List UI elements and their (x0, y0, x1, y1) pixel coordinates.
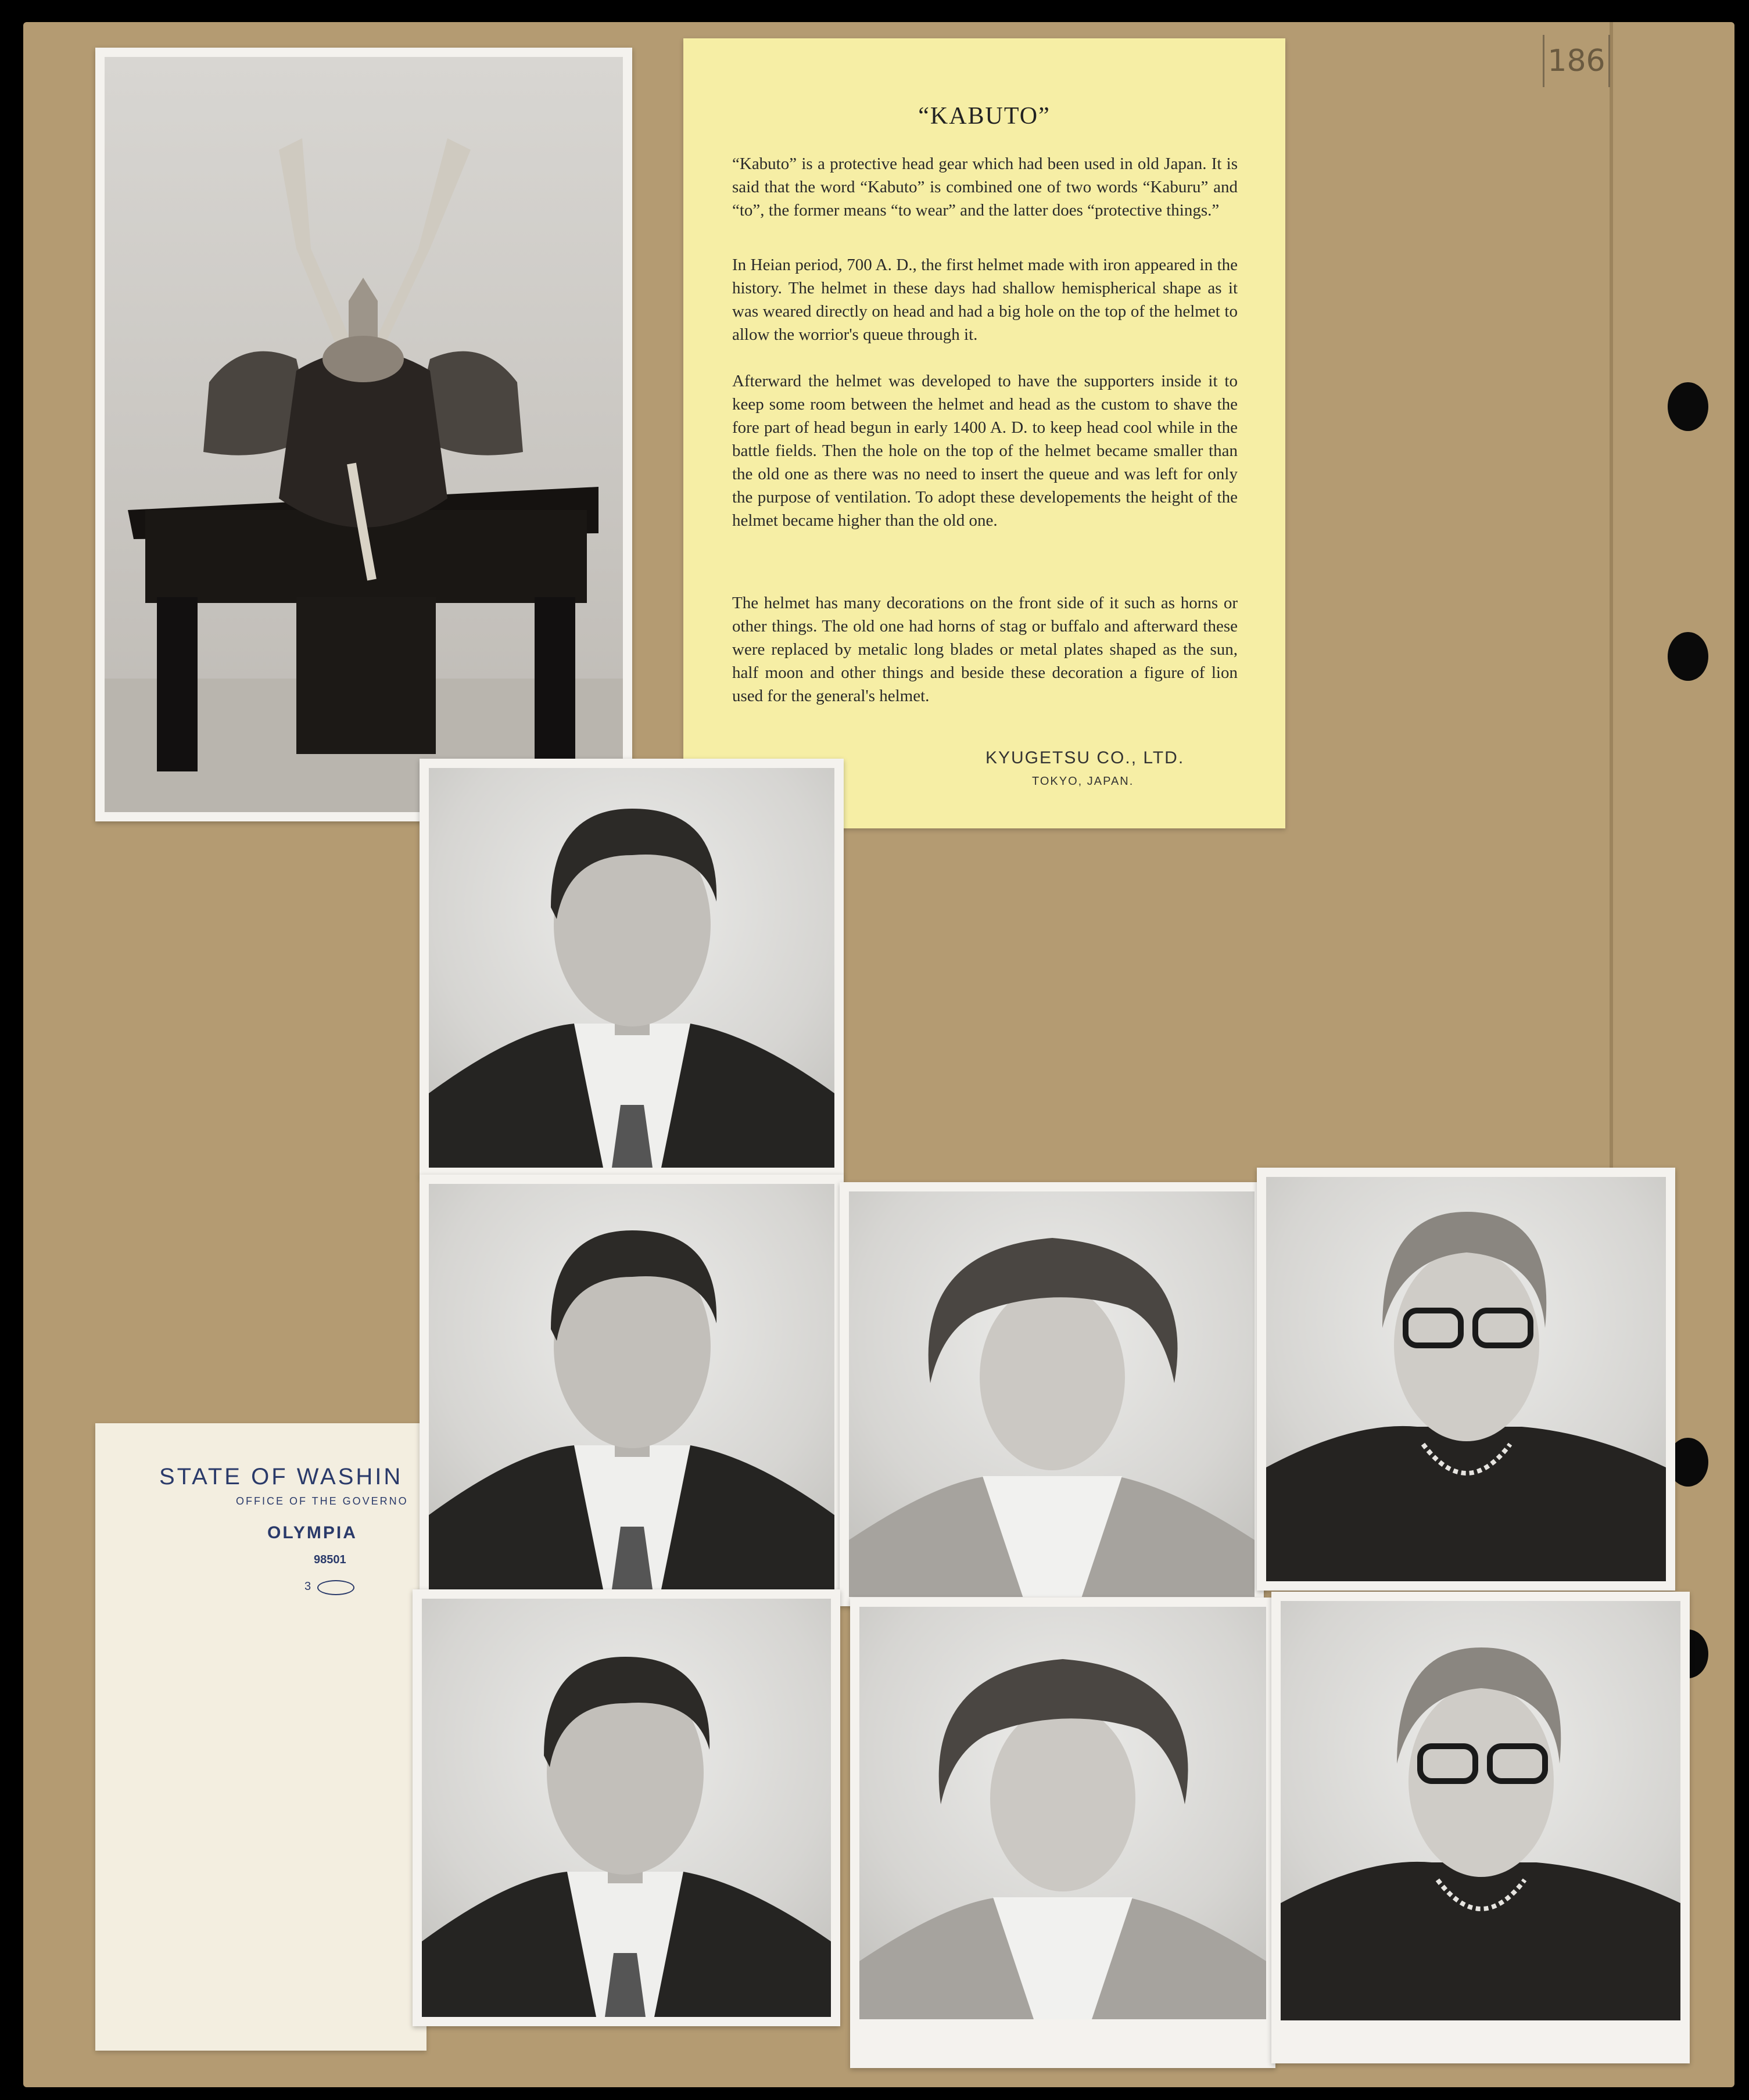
kabuto-helmet-photo (95, 48, 632, 821)
page-fold (1610, 22, 1613, 1175)
envelope-office-line: OFFICE OF THE GOVERNO (236, 1495, 408, 1507)
envelope-city: OLYMPIA (267, 1523, 357, 1542)
union-bug-icon (317, 1580, 354, 1595)
binder-hole (1668, 632, 1708, 681)
notice-paragraph-3: Afterward the helmet was developed to have the supporters inside it to keep some room between the helmet and head as the custom to shave the fore part of head begun in early 1400 A. D. to keep head cool while in the battle fields. Then the hole on the top of the helmet became smaller than the old one as there was no need to insert the queue and was left for only the purpose of ventilation. To adopt these developements the height of the helmet became higher than the old one. (732, 372, 1238, 530)
page-number: 186 (1543, 35, 1610, 87)
company-name: KYUGETSU CO., LTD. (985, 748, 1185, 767)
kabuto-info-sheet (683, 38, 1285, 828)
portrait-man-3 (413, 1589, 840, 2026)
portrait-woman-1 (840, 1182, 1264, 1606)
governor-envelope (95, 1423, 427, 2051)
portrait-woman-2 (850, 1598, 1275, 2068)
envelope-zip: 98501 (314, 1553, 346, 1566)
envelope-union-mark: 3 (304, 1580, 311, 1593)
portrait-elderly-woman-2 (1271, 1592, 1690, 2063)
portrait-man-2 (420, 1175, 844, 1599)
company-city: TOKYO, JAPAN. (1032, 775, 1134, 788)
notice-paragraph-4: The helmet has many decorations on the front side of it such as horns or other things. The old one had horns of stag or buffalo and afterward these were replaced by metalic long blades or metal plates shaped as the sun, half moon and other things and beside these decoration a figure of lion used for the general's helmet. (732, 594, 1238, 705)
notice-paragraph-1: “Kabuto” is a protective head gear which had been used in old Japan. It is said that the word “Kabuto” is combined one of two words “Kaburu” and “to”, the former means “to wear” and the latter does “protective things.” (732, 155, 1238, 220)
binder-hole (1668, 382, 1708, 431)
portrait-elderly-woman-1 (1257, 1168, 1675, 1591)
envelope-state-heading: STATE OF WASHIN (159, 1464, 403, 1489)
notice-paragraph-2: In Heian period, 700 A. D., the first helmet made with iron appeared in the history. The helmet in these days had shallow hemispherical shape as it was weared directly on head and had a big hole on the top of the helmet to allow the worrior's queue through it. (732, 256, 1238, 344)
notice-title: “KABUTO” (918, 103, 1051, 130)
portrait-man-1 (420, 759, 844, 1177)
